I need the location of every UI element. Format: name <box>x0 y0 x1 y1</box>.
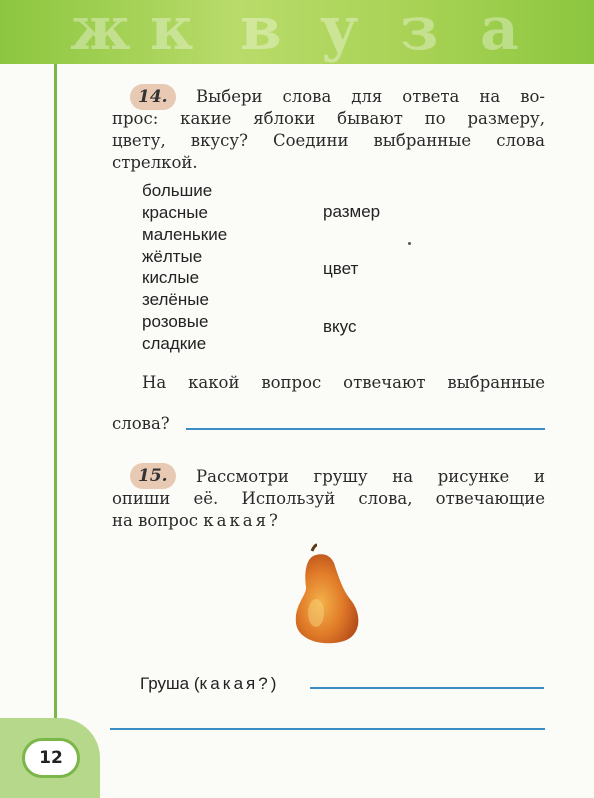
page-number: 12 <box>22 738 80 778</box>
banner-letter: з <box>400 0 439 64</box>
pear-image <box>286 543 366 647</box>
answer-line[interactable] <box>186 428 545 430</box>
answer-prompt <box>140 674 276 694</box>
task-14-question-end: слова? <box>112 414 170 433</box>
task-15-text-line <box>112 510 545 532</box>
word-option[interactable]: жёлтые <box>142 247 203 266</box>
connection-dot <box>408 242 411 245</box>
task-15-text: на вопрос <box>112 511 204 530</box>
word-option[interactable]: маленькие <box>142 225 228 244</box>
word-option[interactable]: большие <box>142 181 213 200</box>
task-14-text-line: цвету, вкусу? Соедини выбранные слова <box>112 131 545 150</box>
task-14-text-line: Выбери слова для ответа на во- <box>196 87 545 106</box>
word-option[interactable]: красные <box>142 203 208 222</box>
category-target[interactable]: вкус <box>323 317 357 336</box>
word-option[interactable]: розовые <box>142 312 209 331</box>
task-14-number: 14. <box>130 84 176 110</box>
category-target[interactable]: цвет <box>323 259 359 278</box>
task-15-text-line: Рассмотри грушу на рисунке и <box>196 467 545 486</box>
answer-keyword: какая? <box>199 674 271 693</box>
word-option[interactable]: зелёные <box>142 290 209 309</box>
margin-rule <box>54 64 57 749</box>
task-15-text-line: опиши её. Используй слова, отвечающие <box>112 489 545 508</box>
task-14-question: На какой вопрос отвечают выбранные <box>142 373 545 392</box>
category-target[interactable]: размер <box>323 202 381 221</box>
answer-prefix: Груша ( <box>140 674 200 693</box>
banner-letter: ж <box>70 0 131 64</box>
word-option[interactable]: сладкие <box>142 334 207 353</box>
task-15-keyword: какая? <box>203 511 281 530</box>
banner-letter: у <box>320 0 359 64</box>
banner-letter: к <box>150 0 194 64</box>
header-banner <box>0 0 594 64</box>
banner-letter: в <box>240 0 282 64</box>
answer-suffix: ) <box>270 674 277 693</box>
word-option[interactable]: кислые <box>142 268 200 287</box>
answer-line[interactable] <box>310 687 544 689</box>
banner-letter: а <box>480 0 519 64</box>
task-14-text-line: прос: какие яблоки бывают по размеру, <box>112 109 545 128</box>
task-15-number: 15. <box>130 463 176 489</box>
answer-line[interactable] <box>110 728 545 730</box>
task-14-text-line: стрелкой. <box>112 153 198 172</box>
